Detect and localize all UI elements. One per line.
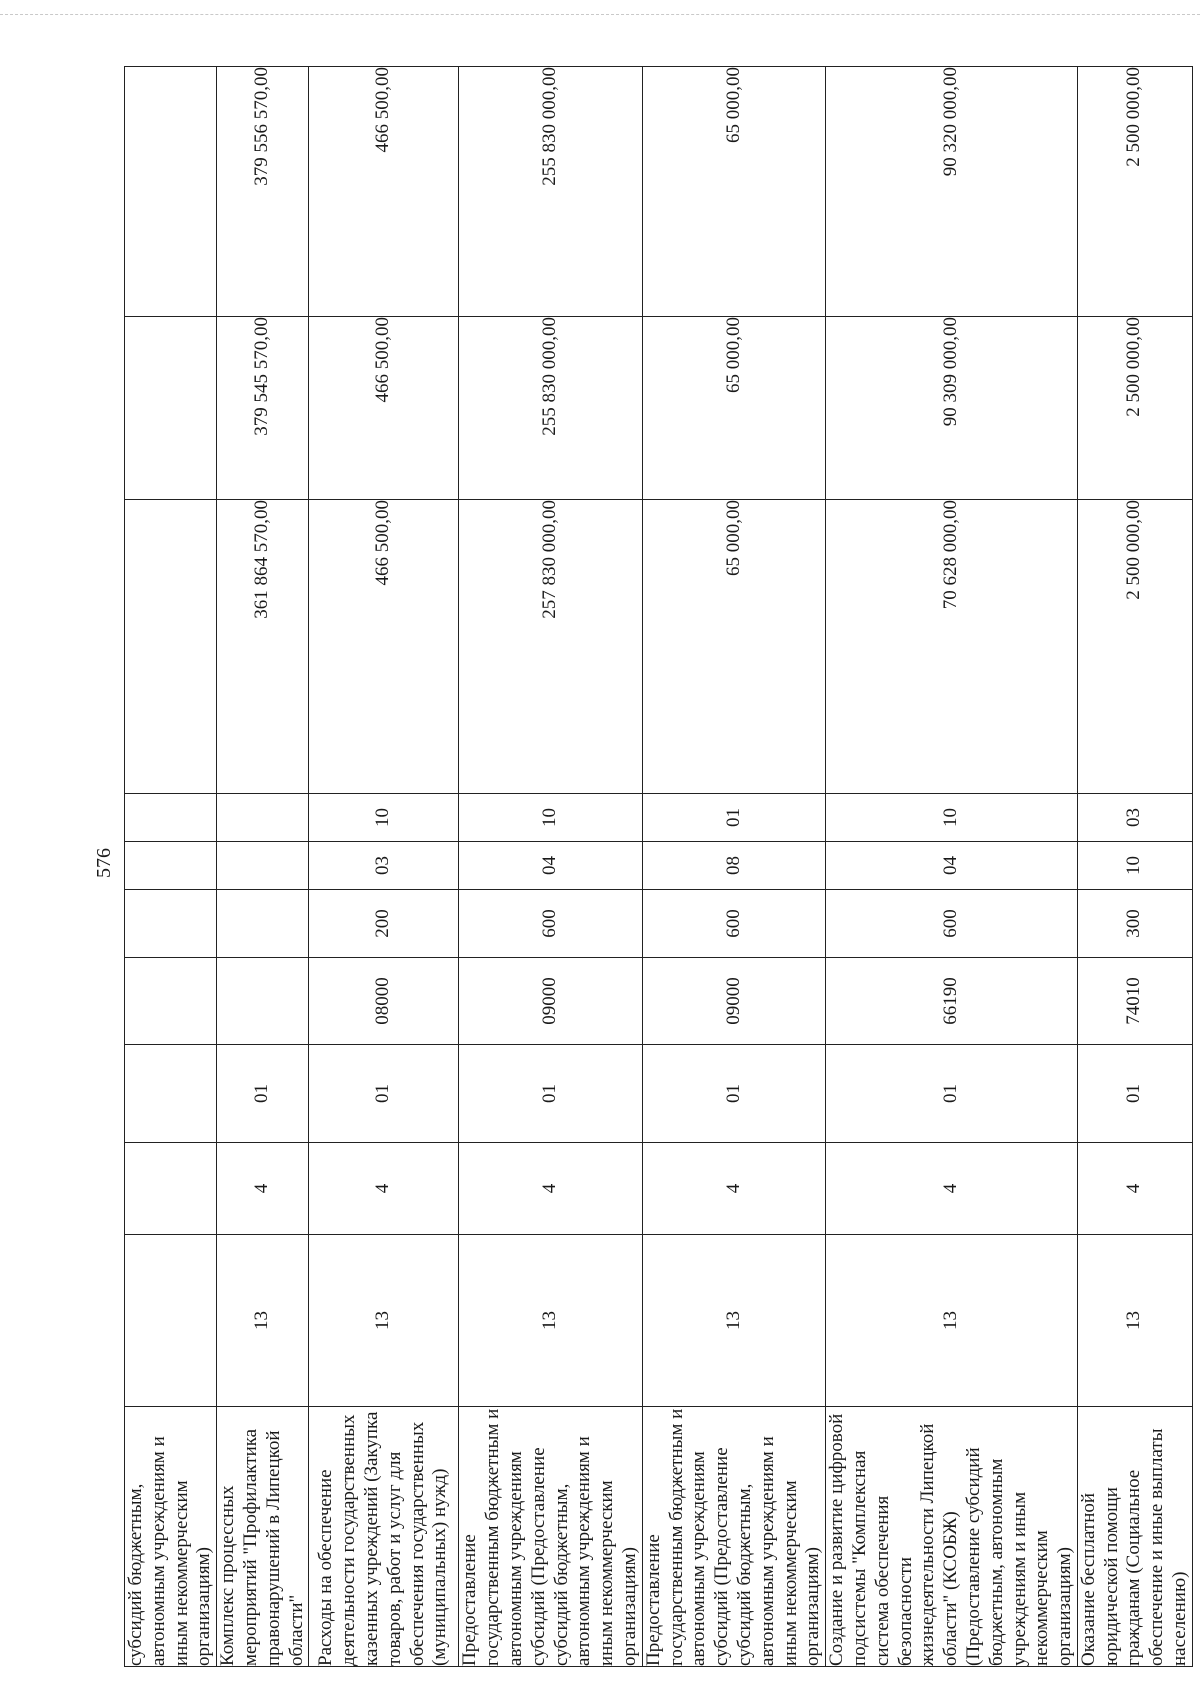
table-row — [826, 67, 1078, 1667]
cell-subsection: 01 — [642, 794, 825, 842]
cell-amount-1: 466 500,00 — [309, 500, 459, 794]
cell-code-1: 13 — [459, 1235, 642, 1407]
cell-code-2 — [125, 1143, 217, 1235]
rotated-table-container — [124, 67, 1191, 1667]
cell-code-1: 13 — [217, 1235, 309, 1407]
cell-code-3: 01 — [642, 1045, 825, 1143]
cell-amount-2 — [125, 317, 217, 500]
row-name: субсидий бюджетным, автономным учреждениям и иным некоммерческим организациям) — [125, 1407, 217, 1667]
table-row — [217, 67, 309, 1667]
cell-section: 08 — [642, 842, 825, 890]
budget-table — [124, 66, 1193, 1667]
cell-code-4: 09000 — [459, 958, 642, 1045]
page-number: 576 — [93, 848, 115, 878]
table-body — [125, 67, 1193, 1667]
table-row — [1077, 67, 1192, 1667]
row-name: Комплекс процессных мероприятий "Профилактика правонарушений в Липецкой области" — [217, 1407, 309, 1667]
cell-amount-3: 65 000,00 — [642, 67, 825, 317]
cell-amount-3: 90 320 000,00 — [826, 67, 1078, 317]
cell-amount-2: 255 830 000,00 — [459, 317, 642, 500]
cell-code-2: 4 — [459, 1143, 642, 1235]
cell-code-2: 4 — [309, 1143, 459, 1235]
row-name: Расходы на обеспечение деятельности государственных казенных учреждений (Закупка товаров, работ и услуг для обеспечения государственных (муниципальных) нужд) — [309, 1407, 459, 1667]
table-row — [125, 67, 217, 1667]
cell-code-3: 01 — [459, 1045, 642, 1143]
cell-subsection: 10 — [309, 794, 459, 842]
cell-amount-3 — [125, 67, 217, 317]
cell-section — [217, 842, 309, 890]
cell-code-2: 4 — [826, 1143, 1078, 1235]
cell-expense-type — [217, 890, 309, 958]
cell-expense-type: 600 — [642, 890, 825, 958]
cell-code-3: 01 — [1077, 1045, 1192, 1143]
cell-code-3: 01 — [309, 1045, 459, 1143]
cell-code-3: 01 — [217, 1045, 309, 1143]
cell-section: 04 — [459, 842, 642, 890]
cell-subsection: 10 — [826, 794, 1078, 842]
cell-subsection: 10 — [459, 794, 642, 842]
cell-code-4: 74010 — [1077, 958, 1192, 1045]
cell-amount-2: 90 309 000,00 — [826, 317, 1078, 500]
cell-code-1 — [125, 1235, 217, 1407]
cell-amount-3: 2 500 000,00 — [1077, 67, 1192, 317]
cell-expense-type: 200 — [309, 890, 459, 958]
cell-code-4: 08000 — [309, 958, 459, 1045]
cell-subsection: 03 — [1077, 794, 1192, 842]
cell-amount-3: 379 556 570,00 — [217, 67, 309, 317]
cell-amount-2: 379 545 570,00 — [217, 317, 309, 500]
row-name: Предоставление государственным бюджетным и автономным учреждениям субсидий (Предоставление субсидий бюджетным, автономным учреждениям и иным некоммерческим организациям) — [459, 1407, 642, 1667]
cell-code-2: 4 — [642, 1143, 825, 1235]
cell-expense-type: 600 — [459, 890, 642, 958]
cell-amount-3: 255 830 000,00 — [459, 67, 642, 317]
cell-section — [125, 842, 217, 890]
cell-code-1: 13 — [826, 1235, 1078, 1407]
cell-amount-1: 65 000,00 — [642, 500, 825, 794]
cell-expense-type: 600 — [826, 890, 1078, 958]
cell-amount-1: 2 500 000,00 — [1077, 500, 1192, 794]
cell-amount-1: 257 830 000,00 — [459, 500, 642, 794]
cell-code-4: 09000 — [642, 958, 825, 1045]
row-name: Создание и развитие цифровой подсистемы "Комплексная система обеспечения безопасности жизнедеятельности Липецкой области" (КСОБЖ) (Предоставление субсидий бюджетным, автономным учреждениям и иным некоммерческим организациям) — [826, 1407, 1078, 1667]
cell-amount-2: 2 500 000,00 — [1077, 317, 1192, 500]
cell-code-3 — [125, 1045, 217, 1143]
cell-code-2: 4 — [217, 1143, 309, 1235]
cell-amount-1: 361 864 570,00 — [217, 500, 309, 794]
cell-amount-1: 70 628 000,00 — [826, 500, 1078, 794]
cell-code-1: 13 — [642, 1235, 825, 1407]
row-name: Предоставление государственным бюджетным и автономным учреждениям субсидий (Предоставление субсидий бюджетным, автономным учреждениям и иным некоммерческим организациям) — [642, 1407, 825, 1667]
cell-code-1: 13 — [1077, 1235, 1192, 1407]
cell-code-3: 01 — [826, 1045, 1078, 1143]
cell-code-1: 13 — [309, 1235, 459, 1407]
cell-amount-1 — [125, 500, 217, 794]
page-top-border — [0, 14, 1200, 15]
cell-code-4: 66190 — [826, 958, 1078, 1045]
cell-expense-type: 300 — [1077, 890, 1192, 958]
cell-subsection — [125, 794, 217, 842]
row-name: Оказание бесплатной юридической помощи гражданам (Социальное обеспечение и иные выплаты населению) — [1077, 1407, 1192, 1667]
cell-amount-2: 466 500,00 — [309, 317, 459, 500]
cell-subsection — [217, 794, 309, 842]
table-row — [459, 67, 642, 1667]
table-row — [642, 67, 825, 1667]
cell-code-2: 4 — [1077, 1143, 1192, 1235]
cell-amount-2: 65 000,00 — [642, 317, 825, 500]
cell-amount-3: 466 500,00 — [309, 67, 459, 317]
cell-code-4 — [125, 958, 217, 1045]
cell-section: 03 — [309, 842, 459, 890]
cell-section: 10 — [1077, 842, 1192, 890]
cell-expense-type — [125, 890, 217, 958]
cell-section: 04 — [826, 842, 1078, 890]
cell-code-4 — [217, 958, 309, 1045]
table-row — [309, 67, 459, 1667]
